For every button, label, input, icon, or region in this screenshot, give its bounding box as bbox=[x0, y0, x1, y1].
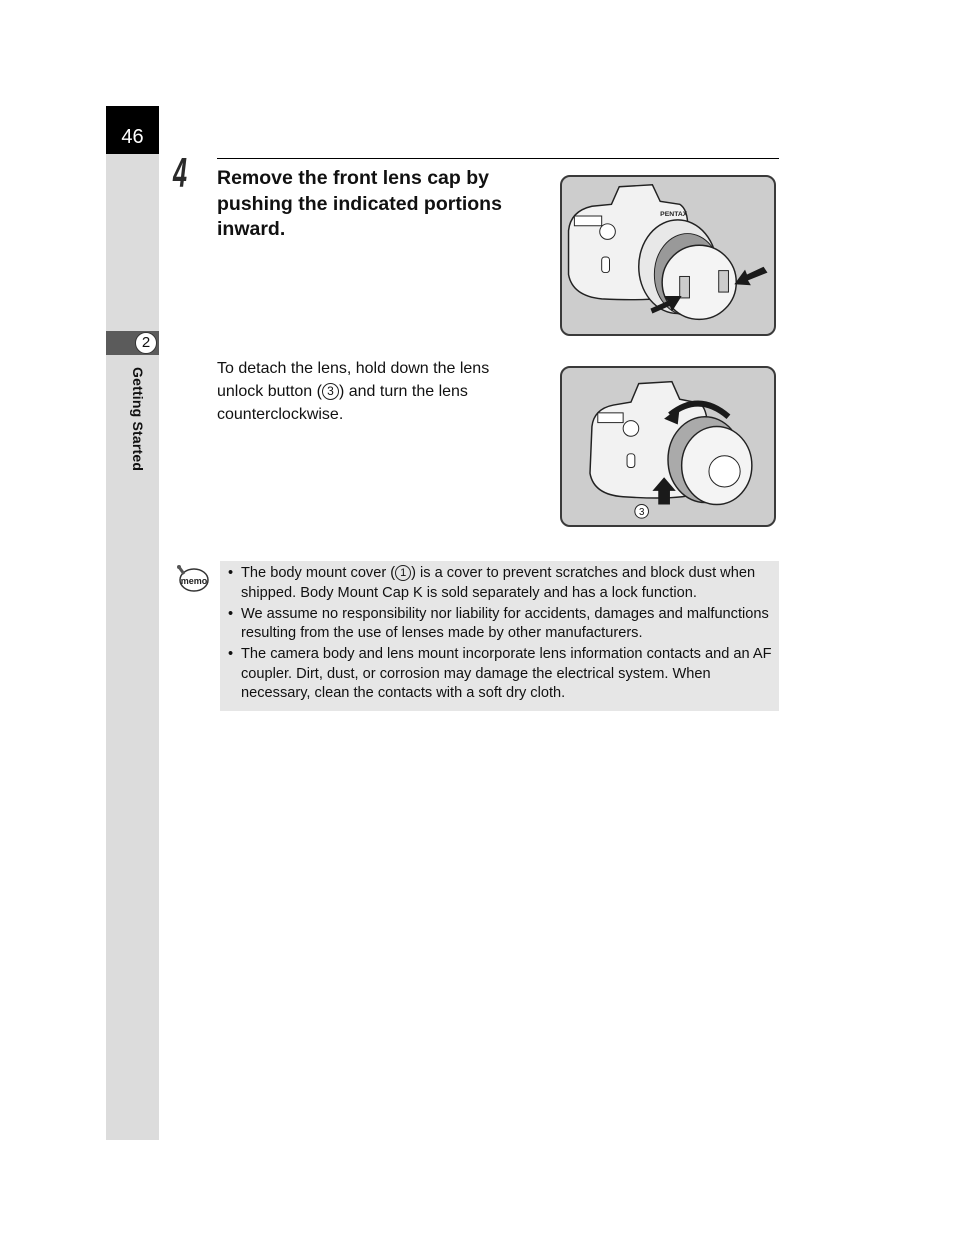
step-number: 4 bbox=[173, 149, 186, 196]
detach-text-after: ) and turn the lens counterclockwise. bbox=[217, 383, 468, 423]
memo-list bbox=[228, 564, 776, 705]
memo-box bbox=[220, 561, 779, 711]
step-instruction: Remove the front lens cap by pushing the indicated portions inward. bbox=[217, 167, 502, 240]
detach-instructions bbox=[217, 357, 527, 426]
brand-label: PENTAX bbox=[660, 211, 688, 219]
memo-item bbox=[228, 605, 776, 644]
memo-icon bbox=[176, 564, 210, 594]
detach-text-before: To detach the lens, hold down the lens unlock button ( bbox=[217, 360, 490, 400]
sidebar-strip bbox=[106, 106, 159, 1140]
lens-cap-illustration bbox=[560, 175, 776, 336]
section-rule bbox=[217, 158, 779, 159]
figure-callout-3: 3 bbox=[638, 507, 645, 519]
memo-item-text: The camera body and lens mount incorporate lens information contacts and an AF coupler. Dirt, dust, or corrosion may damage the electrical system. When necessary, clean the contacts with a soft dry cloth. bbox=[241, 646, 772, 701]
memo-icon-label: memo bbox=[180, 576, 208, 586]
memo-item-text: ) is a cover to prevent scratches and block dust when shipped. Body Mount Cap K is sold separately and has a lock function. bbox=[241, 565, 756, 601]
camera-detach-drawing bbox=[562, 368, 774, 525]
memo-item-text: The body mount cover ( bbox=[241, 565, 396, 581]
chapter-number: 2 bbox=[135, 332, 157, 354]
callout-3: 3 bbox=[322, 383, 339, 400]
chapter-title: Getting Started bbox=[130, 367, 146, 472]
camera-lens-cap-drawing bbox=[562, 177, 774, 334]
lens-detach-illustration bbox=[560, 366, 776, 527]
page-number: 46 bbox=[121, 126, 144, 148]
memo-item-text: We assume no responsibility nor liability for accidents, damages and malfunctions resulting from the use of lenses made by other manufacturers. bbox=[241, 605, 769, 641]
memo-item bbox=[228, 564, 776, 603]
memo-item bbox=[228, 645, 776, 704]
callout-1: 1 bbox=[395, 565, 411, 581]
